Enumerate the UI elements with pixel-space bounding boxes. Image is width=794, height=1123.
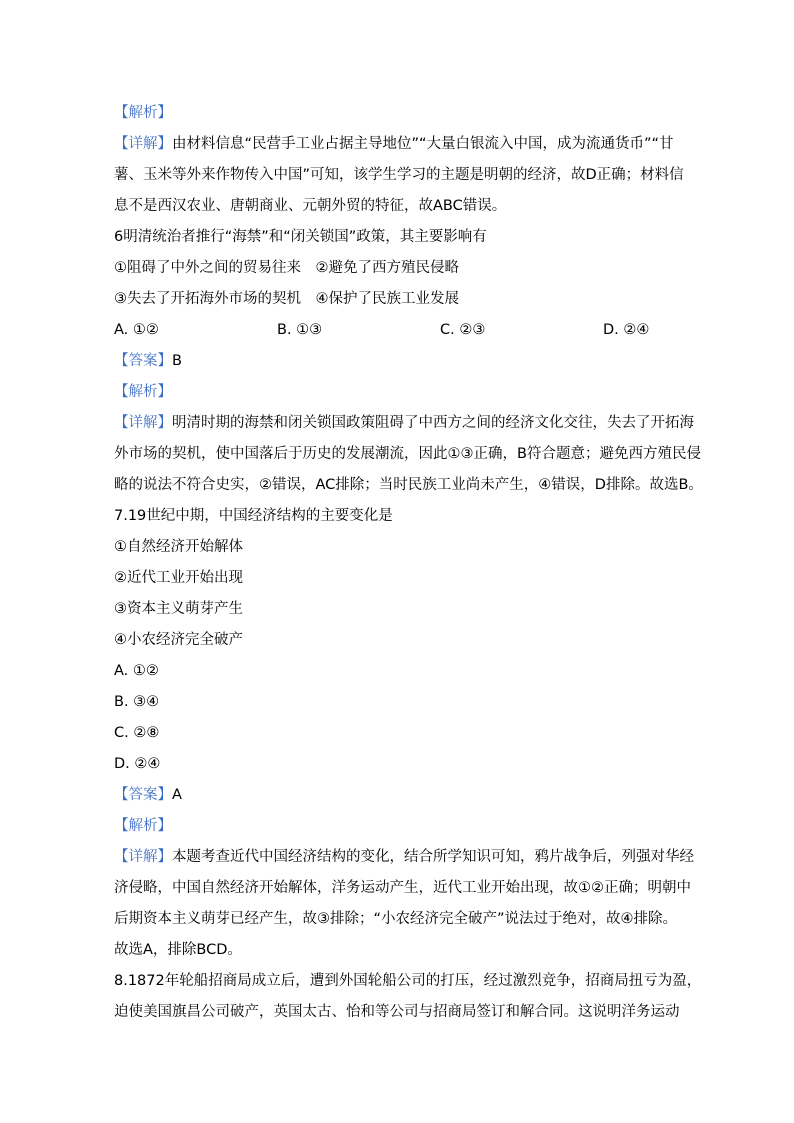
detail-tag: 【详解】 <box>114 415 172 431</box>
detail-tag: 【详解】 <box>114 849 172 865</box>
document-page <box>114 98 703 1028</box>
answer-tag: 【答案】 <box>114 787 172 803</box>
question-7-statement: ③资本主义萌芽产生 <box>114 601 243 617</box>
analysis-tag: 【解析】 <box>114 105 172 121</box>
detail-line: 济侵略，中国自然经济开始解体，洋务运动产生，近代工业开始出现，故①②正确；明朝中 <box>114 880 691 896</box>
detail-text: 本题考查近代中国经济结构的变化，结合所学知识可知，鸦片战争后，列强对华经 <box>172 849 694 865</box>
detail-line: 故选A，排除BCD。 <box>114 942 242 958</box>
detail-line: 息不是西汉农业、唐朝商业、元朝外贸的特征，故ABC错误。 <box>114 198 507 214</box>
option-c: C. ②⑧ <box>114 725 160 741</box>
option-b: B. ③④ <box>114 694 160 710</box>
question-7-stem: 7.19世纪中期，中国经济结构的主要变化是 <box>114 508 393 524</box>
answer-value: A <box>172 787 182 803</box>
detail-tag: 【详解】 <box>114 136 172 152</box>
detail-line: 外市场的契机，使中国落后于历史的发展潮流，因此①③正确，B符合题意；避免西方殖民侵 <box>114 446 701 462</box>
detail-line: 后期资本主义萌芽已经产生，故③排除；“小农经济完全破产”说法过于绝对，故④排除。 <box>114 911 678 927</box>
analysis-tag: 【解析】 <box>114 384 172 400</box>
question-6-statement: ①阻碍了中外之间的贸易往来 ②避免了西方殖民侵略 <box>114 260 459 276</box>
question-7-statement: ②近代工业开始出现 <box>114 570 243 586</box>
analysis-heading <box>114 377 684 408</box>
option-b: B. ①③ <box>277 322 323 338</box>
option-a: A. ①② <box>114 663 159 679</box>
detail-line <box>114 408 694 439</box>
question-7-statement: ①自然经济开始解体 <box>114 539 243 555</box>
question-6-options <box>114 315 684 346</box>
detail-text: 明清时期的海禁和闭关锁国政策阻碍了中西方之间的经济文化交往，失去了开拓海 <box>172 415 694 431</box>
answer-line <box>114 346 684 377</box>
analysis-heading <box>114 811 684 842</box>
analysis-tag: 【解析】 <box>114 818 172 834</box>
analysis-heading <box>114 98 684 129</box>
option-a: A. ①② <box>114 322 159 338</box>
detail-line: 薯、玉米等外来作物传入中国”可知，该学生学习的主题是明朝的经济，故D正确；材料信 <box>114 167 684 183</box>
question-6-stem: 6明清统治者推行“海禁”和“闭关锁国”政策，其主要影响有 <box>114 229 487 245</box>
question-7-statement: ④小农经济完全破产 <box>114 632 243 648</box>
answer-tag: 【答案】 <box>114 353 172 369</box>
option-d: D. ②④ <box>114 756 161 772</box>
detail-line <box>114 842 694 873</box>
option-c: C. ②③ <box>440 322 486 338</box>
answer-line <box>114 780 684 811</box>
question-8-stem: 迫使美国旗昌公司破产，英国太古、怡和等公司与招商局签订和解合同。这说明洋务运动 <box>114 1004 680 1020</box>
detail-line <box>114 129 684 160</box>
detail-line: 略的说法不符合史实，②错误，AC排除；当时民族工业尚未产生，④错误，D排除。故选B。 <box>114 477 703 493</box>
question-8-stem: 8.1872年轮船招商局成立后，遭到外国轮船公司的打压，经过激烈竞争，招商局扭亏为盈， <box>114 973 702 989</box>
question-6-statement: ③失去了开拓海外市场的契机 ④保护了民族工业发展 <box>114 291 459 307</box>
detail-text: 由材料信息“民营手工业占据主导地位”“大量白银流入中国，成为流通货币”“甘 <box>172 136 674 152</box>
answer-value: B <box>172 353 182 369</box>
option-d: D. ②④ <box>603 322 650 338</box>
